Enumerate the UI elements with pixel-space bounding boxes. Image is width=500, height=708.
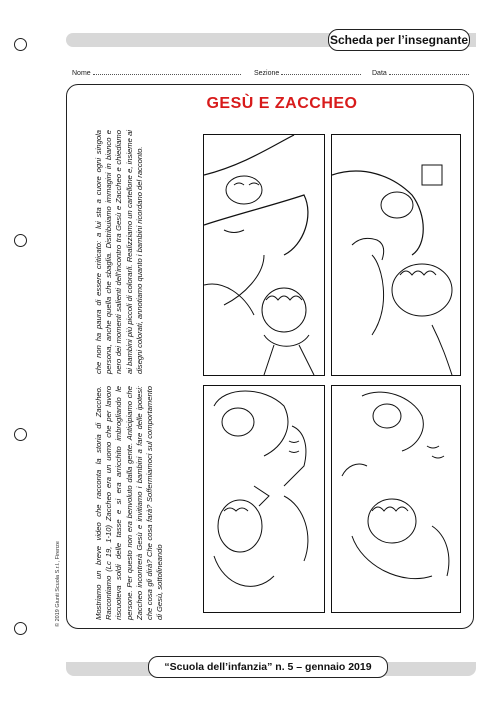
copyright: © 2019 Giunti Scuola S.r.l., Firenze <box>55 541 61 627</box>
panel-dinner <box>203 385 325 613</box>
footer-label: “Scuola dell’infanzia” n. 5 – gennaio 2019 <box>148 656 388 678</box>
panel-zaccheo-tree <box>203 134 325 376</box>
section-dots <box>281 68 361 75</box>
panel-1-drawing <box>204 135 324 375</box>
name-dots <box>93 68 241 75</box>
page-title: GESÙ E ZACCHEO <box>206 95 358 112</box>
binder-hole-bottom <box>14 622 27 635</box>
panel-zaccheo-returns <box>331 385 461 613</box>
panel-jesus-calls <box>331 134 461 376</box>
panel-3-drawing <box>204 386 324 612</box>
binder-hole-upper <box>14 234 27 247</box>
name-field[interactable] <box>72 68 241 77</box>
section-label: Sezione <box>254 70 280 77</box>
header-tab: Scheda per l’insegnante <box>328 29 470 51</box>
binder-hole-top <box>14 38 27 51</box>
name-label: Nome <box>72 70 91 77</box>
section-field[interactable] <box>254 68 361 77</box>
date-dots <box>389 68 469 75</box>
date-label: Data <box>372 70 387 77</box>
instructions-column-1: Mostriamo un breve video che racconta la storia di Zaccheo. Raccontiamo (Lc 19, 1-10) Zaccheo era un uomo che per lavoro riscuoteva soldi delle tasse e si era arricchito imbrogliando le persone. Per questo non era benvoluto dalla gente. Anticipiamo che Zaccheo incontrerà Gesù e invitiamo i bambini a fare delle ipotesi: che cosa gli dirà? Che cosa farà? Soffermiamoci sul comportamento di Gesù, sottolineando <box>94 386 165 620</box>
instructions-column-2: che non ha paura di essere criticato: a lui sta a cuore ogni singola persona, anche quella che sbaglia. Distribuiamo immagini in bianco e nero dei momenti salienti dell’incontro tra Gesù e Zaccheo e chiediamo ai bambini più piccoli di colorarli. Realizziamo un cartellone e, insieme ai disegni colorati, annotiamo quanto i bambini ricordano del racconto. <box>94 130 144 374</box>
binder-hole-lower <box>14 428 27 441</box>
date-field[interactable] <box>372 68 469 77</box>
panel-2-drawing <box>332 135 460 375</box>
panel-4-drawing <box>332 386 460 612</box>
